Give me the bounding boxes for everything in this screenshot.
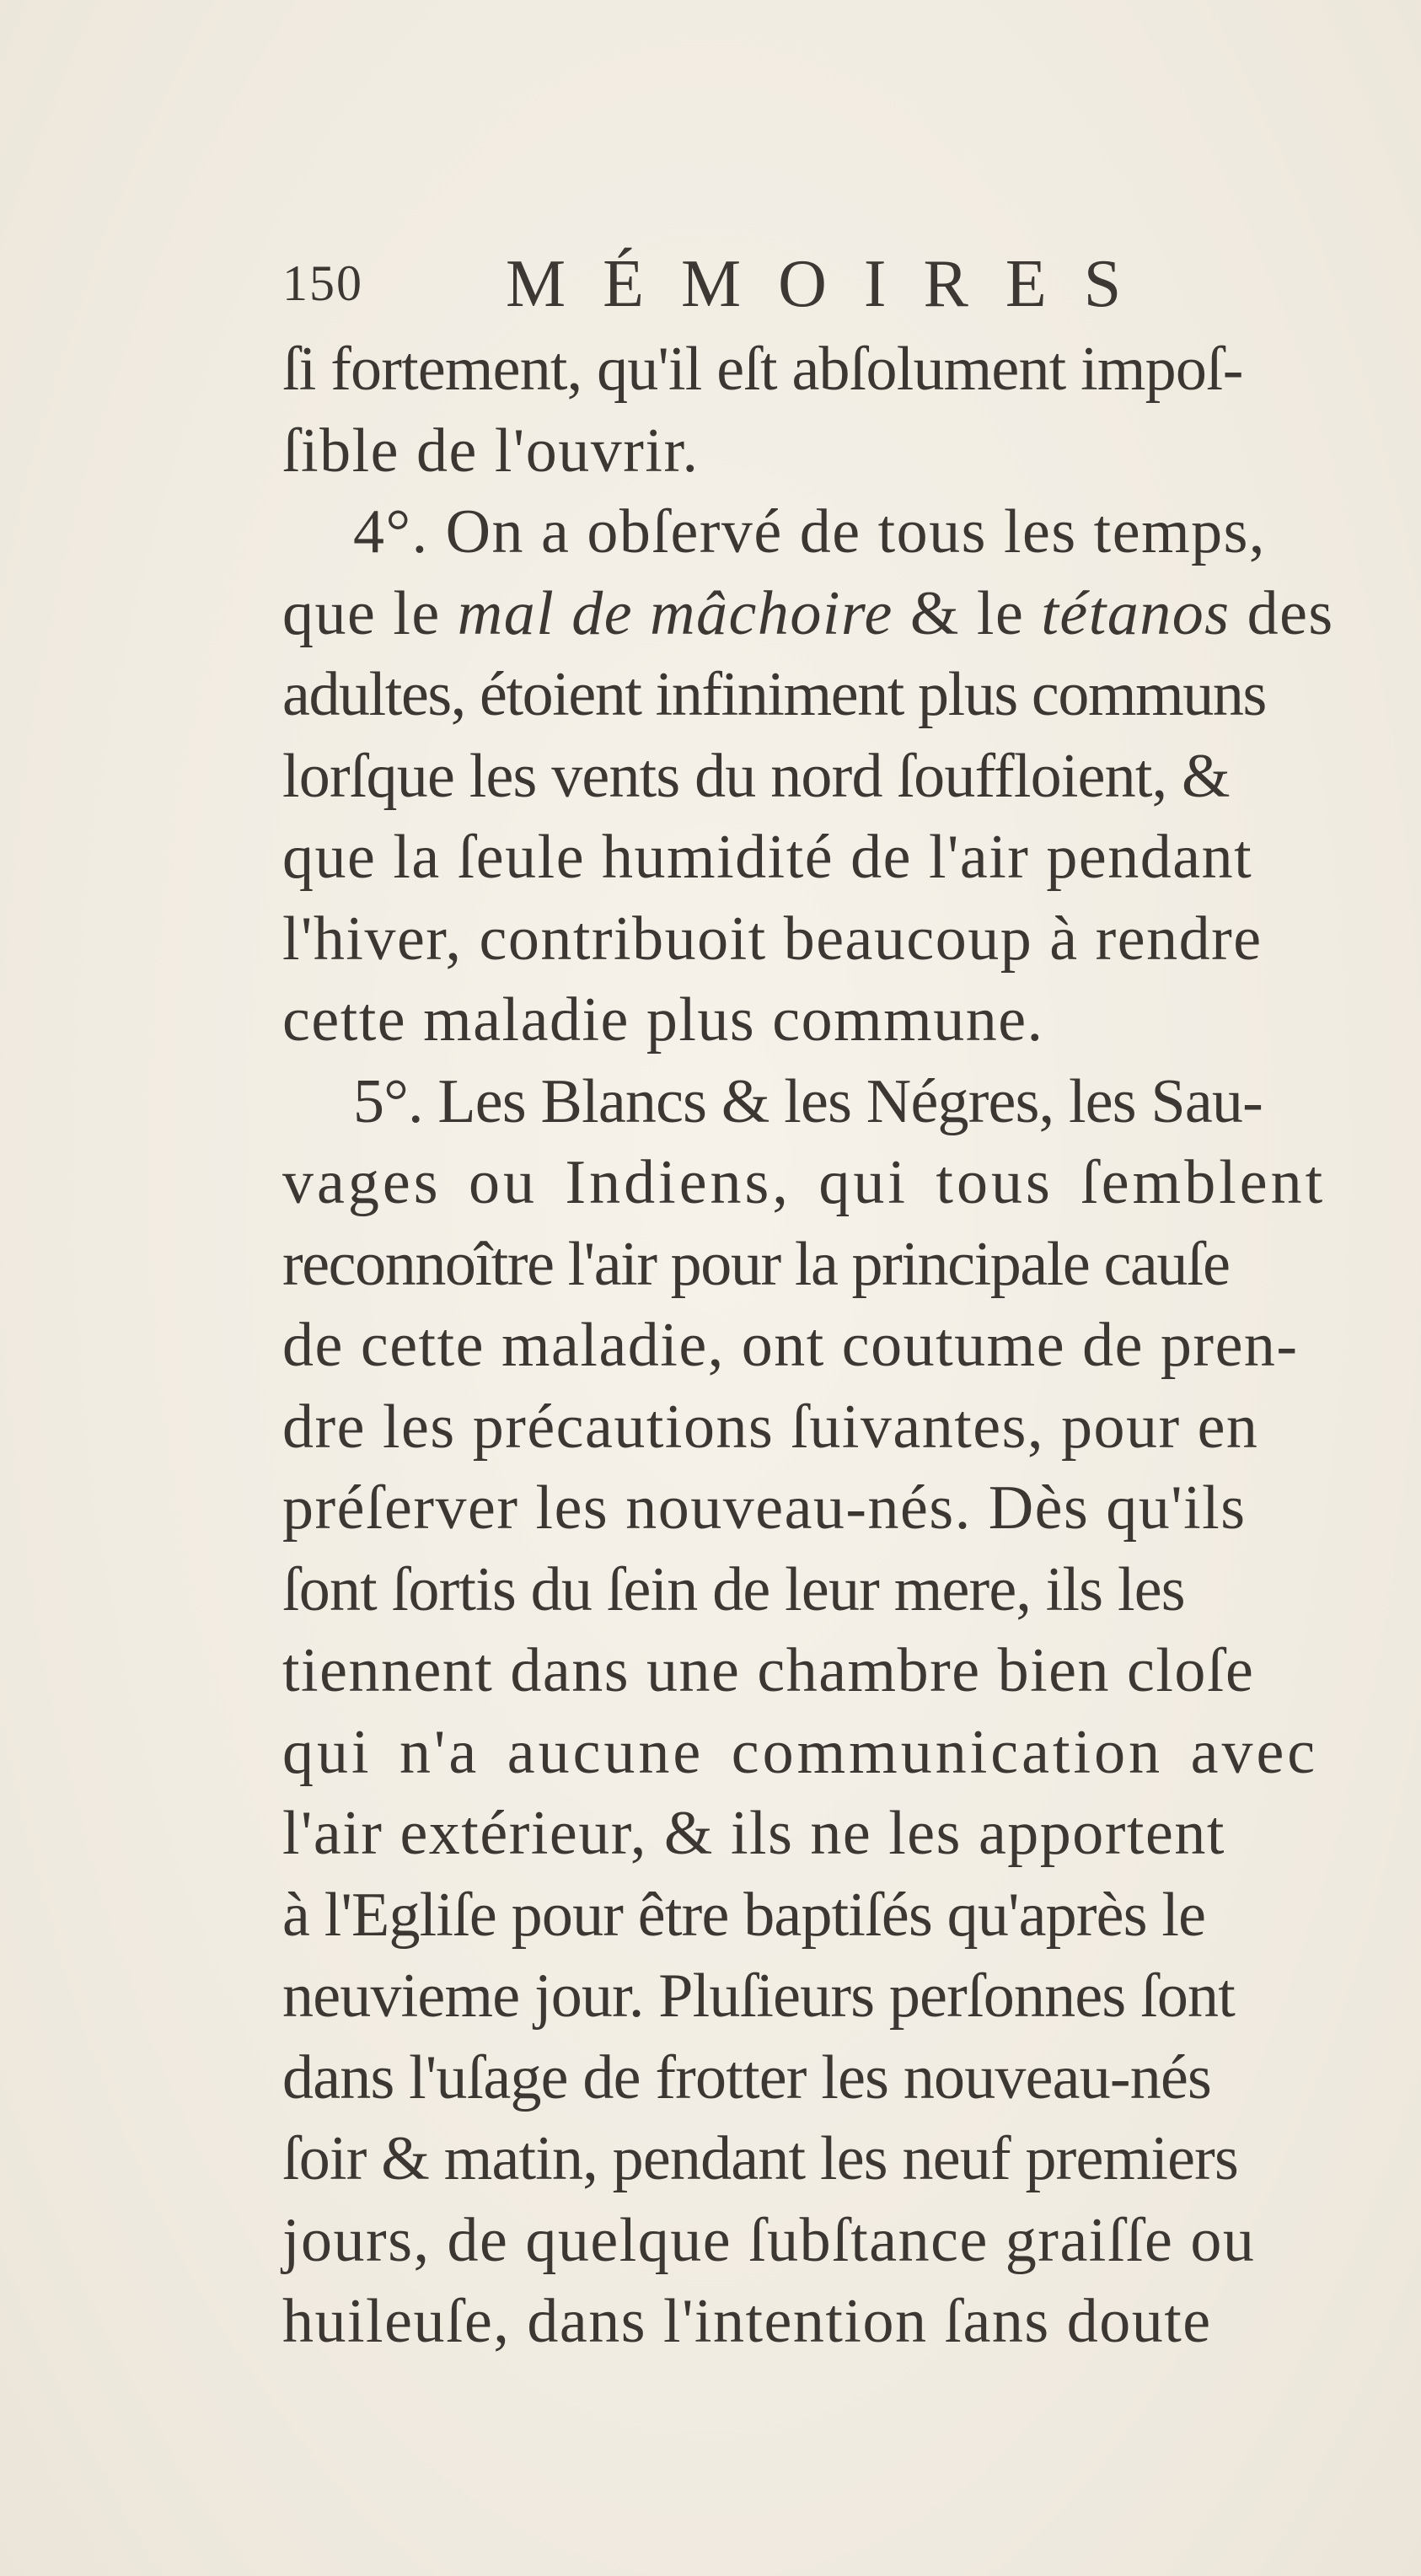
- text-line: ſi fortement, qu'il eſt abſolument impoſ-: [282, 335, 1243, 404]
- text-line: adultes, étoient infiniment plus communs: [282, 660, 1266, 729]
- text-run: & le: [893, 578, 1042, 648]
- text-line: ſoir & matin, pendant les neuf premiers: [282, 2124, 1238, 2193]
- text-line: [282, 573, 1378, 655]
- text-line: ſible de l'ouvrir.: [282, 416, 700, 486]
- page-number: 150: [282, 255, 363, 311]
- text-line: jours, de quelque ſubſtance graiſſe ou: [282, 2205, 1256, 2275]
- text-line: de cette maladie, ont coutume de pren-: [282, 1311, 1299, 1380]
- text-line: ſont ſortis du ſein de leur mere, ils les: [282, 1554, 1185, 1624]
- text-line: à l'Egliſe pour être baptiſés qu'après le: [282, 1880, 1206, 1950]
- running-head: [282, 246, 1159, 322]
- text-line: tiennent dans une chambre bien cloſe: [282, 1636, 1255, 1705]
- text-line: préſerver les nouveau-nés. Dès qu'ils: [282, 1473, 1247, 1543]
- text-line: cette maladie plus commune.: [282, 985, 1044, 1055]
- text-line: neuvieme jour. Pluſieurs perſonnes ſont: [282, 1962, 1236, 2031]
- text-line: l'hiver, contribuoit beaucoup à rendre: [282, 904, 1263, 974]
- text-line: lorſque les vents du nord ſouffloient, &: [282, 741, 1230, 811]
- body-text: [282, 329, 1378, 2363]
- text-line: l'air extérieur, & ils ne les apportent: [282, 1799, 1225, 1868]
- running-title: MÉMOIRES: [506, 247, 1159, 321]
- text-line: vages ou Indiens, qui tous ſemblent: [282, 1148, 1327, 1217]
- text-line: 5°. Les Blancs & les Négres, les Sau-: [353, 1066, 1263, 1136]
- emphasis-term: mal de mâchoire: [457, 578, 893, 648]
- text-line: dans l'uſage de frotter les nouveau-nés: [282, 2042, 1211, 2112]
- text-line: reconnoître l'air pour la principale cauſe: [282, 1229, 1230, 1299]
- text-line: huileuſe, dans l'intention ſans doute: [282, 2287, 1212, 2356]
- emphasis-term: tétanos: [1041, 578, 1231, 648]
- text-run: des: [1230, 578, 1334, 648]
- text-line: que la ſeule humidité de l'air pendant: [282, 823, 1253, 892]
- text-line: 4°. On a obſervé de tous les temps,: [353, 497, 1266, 566]
- text-run: que le: [282, 578, 458, 648]
- text-line: qui n'a aucune communication avec: [282, 1717, 1319, 1787]
- text-line: dre les précautions ſuivantes, pour en: [282, 1392, 1259, 1462]
